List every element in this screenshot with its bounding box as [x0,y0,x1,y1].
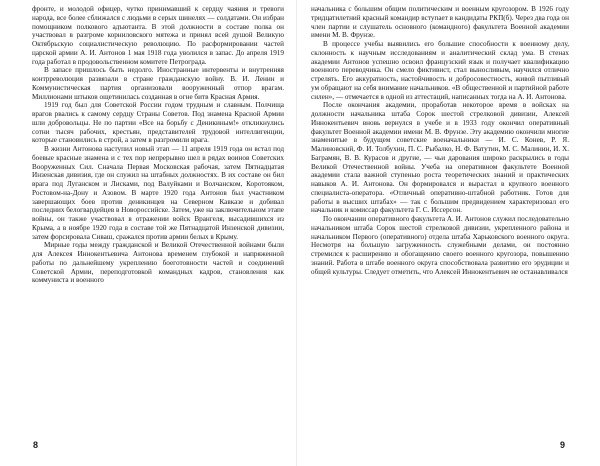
right-paragraph-3: После окончания академии, проработав некоторое время в войсках на должности начальника штаба Сорок шестой стрелковой дивизии, Алексей Иннокентьевич вновь вернулся в учебе и в 1933 году окончил оперативный факультет Военной академии имени М. В. Фрунзе. Эту академию окончили многие знаменитые в будущем советские военачальники — И. С. Конев, Р. Я. Малиновский, Ф. И. Толбухин, П. С. Рыбалко, Н. Ф. Ватутин, М. С. Малинин, И. Х. Баграмян, В. В. Курасов и другие, — чьи дарования широко раскрылись в годы Великой Отечественной войны. Учеба на оперативном факультете Военной академии стала важной ступенью роста теоретических знаний и практических навыков А. И. Антонова. Он формировался и вырастал в крупного военного специалиста-оператора. «Отличный оперативно-штабной работник. Готов для работы в высших штабах» — так с большим предвидением характеризовал его начальник и комиссар факультета Г. С. Иссерсон. [311,101,569,215]
left-paragraph-5: Мирные годы между гражданской и Великой Отечественной войнами были для Алексея Иннокентьевича Антонова временем глубокой и напряженной работы по дальнейшему укреплению боеготовности частей и соединений Советской Армии, переподготовкой командных кадров, становления как коммуниста и военного [32,241,284,285]
page-number-right: 9 [560,440,566,450]
left-paragraph-1: фронте, и молодой офицер, чутко принимавший к сердцу чаяния и тревоги народа, все более сближался с людьми в серых шинелях — солдатами. Он избран помощником полкового адъютанта. В этой должности в составе полка он участвовал в разгроме корниловского мятежа и принял всей душой Великую Октябрьскую социалистическую революцию. По расформировании частей царской армии А. И. Антонов 1 мая 1918 года уволился в запас. До апреля 1919 года работал в продовольственном комитете Петрограда. [32,5,284,66]
right-paragraph-4: По окончании оперативного факультета А. И. Антонов служил последовательно начальником штаба Сорок шестой стрелковой дивизии, укрепленного района и начальником Первого (оперативного) отдела штаба Харьковского военного округа. Несмотря на большую загруженность служебными делами, он постоянно стремился к расширению и обогащению своего военного кругозора, повышению знаний. Работа в штабе военного округа способствовала развитию его эрудиции и общей культуры. Следует отметить, что Алексей Иннокентьевич не останавливался [311,215,569,276]
book-spine [296,0,297,466]
right-paragraph-2: В процессе учебы выявились его большие способности к военному делу, склонность к научным исследованиям и аналитический склад ума. В стенах академии Антонов успешно освоил французский язык и получает квалификацию военного переводчика. Он смело фиктивист, стал выносливым, научился отлично стрелять. Его аккуратность, настойчивость и добросовестность, живой пытливый ум обращают на себя внимание начальников. «В общественной и партийной работе силен», — отмечается в одной из аттестаций, написанных тогда на А. И. Антонова. [311,40,569,101]
left-paragraph-3: 1919 год был для Советской России годом трудным и славным. Полчища врагов рвались к самому сердцу Страны Советов. Под знамена Красной Армии шли добровольцы. Не по партии «Все на борьбу с Деникиным!» откликнулись сотни тысяч рабочих, крестьян, представителей трудовой интеллигенции, которые становились в строй, а затем в разгромили врага. [32,101,284,145]
right-paragraph-1: начальника с большим общим политическим и военным кругозором. В 1926 году тридцатилетний красный командир вступает в кандидаты РКП(б). Через два года он член партии и слушатель основного (командного) факультета Военной академии имени М. В. Фрунзе. [311,5,569,40]
left-paragraph-2: В запасе пришлось быть недолго. Иностранные интервенты и внутренняя контрреволюция развязали в стране гражданскую войну. В. И. Ленин и Коммунистическая партия организовали вооруженный отпор врагам. Миллионами штыков ощетинилась созданная в огне битв Красная Армия. [32,66,284,101]
page-number-left: 8 [33,440,39,450]
left-page [32,5,284,445]
left-paragraph-4: В жизни Антонова наступил новый этап — 11 апреля 1919 года он встал под боевые красные знамена и с тех пор непрерывно шел в рядах воинов Советских Вооруженных Сил. Сначала Первая Московская рабочая, затем Пятнадцатая Инзенская дивизия, где он служил на штабных должностях. В их составе он бил врага под Луганском и Лисками, под Валуйками и Волчанском, Коротояком, Ростовом-на-Дону и Азовом. В марте 1920 года Антонов был участником завершающих боев против деникинцев на Северном Кавказе и добивал последних белогвардейцев в Новороссийске. Затем, уже на заключительном этапе войны, он также участвовал в отражении войск Врангеля, высадившихся из Крыма, а в ноябре 1920 года в составе той же Пятнадцатой Инзенской дивизии, затем форсировала Сиваш, сражался против армии белых в Крыму. [32,145,284,241]
right-page [311,5,569,445]
